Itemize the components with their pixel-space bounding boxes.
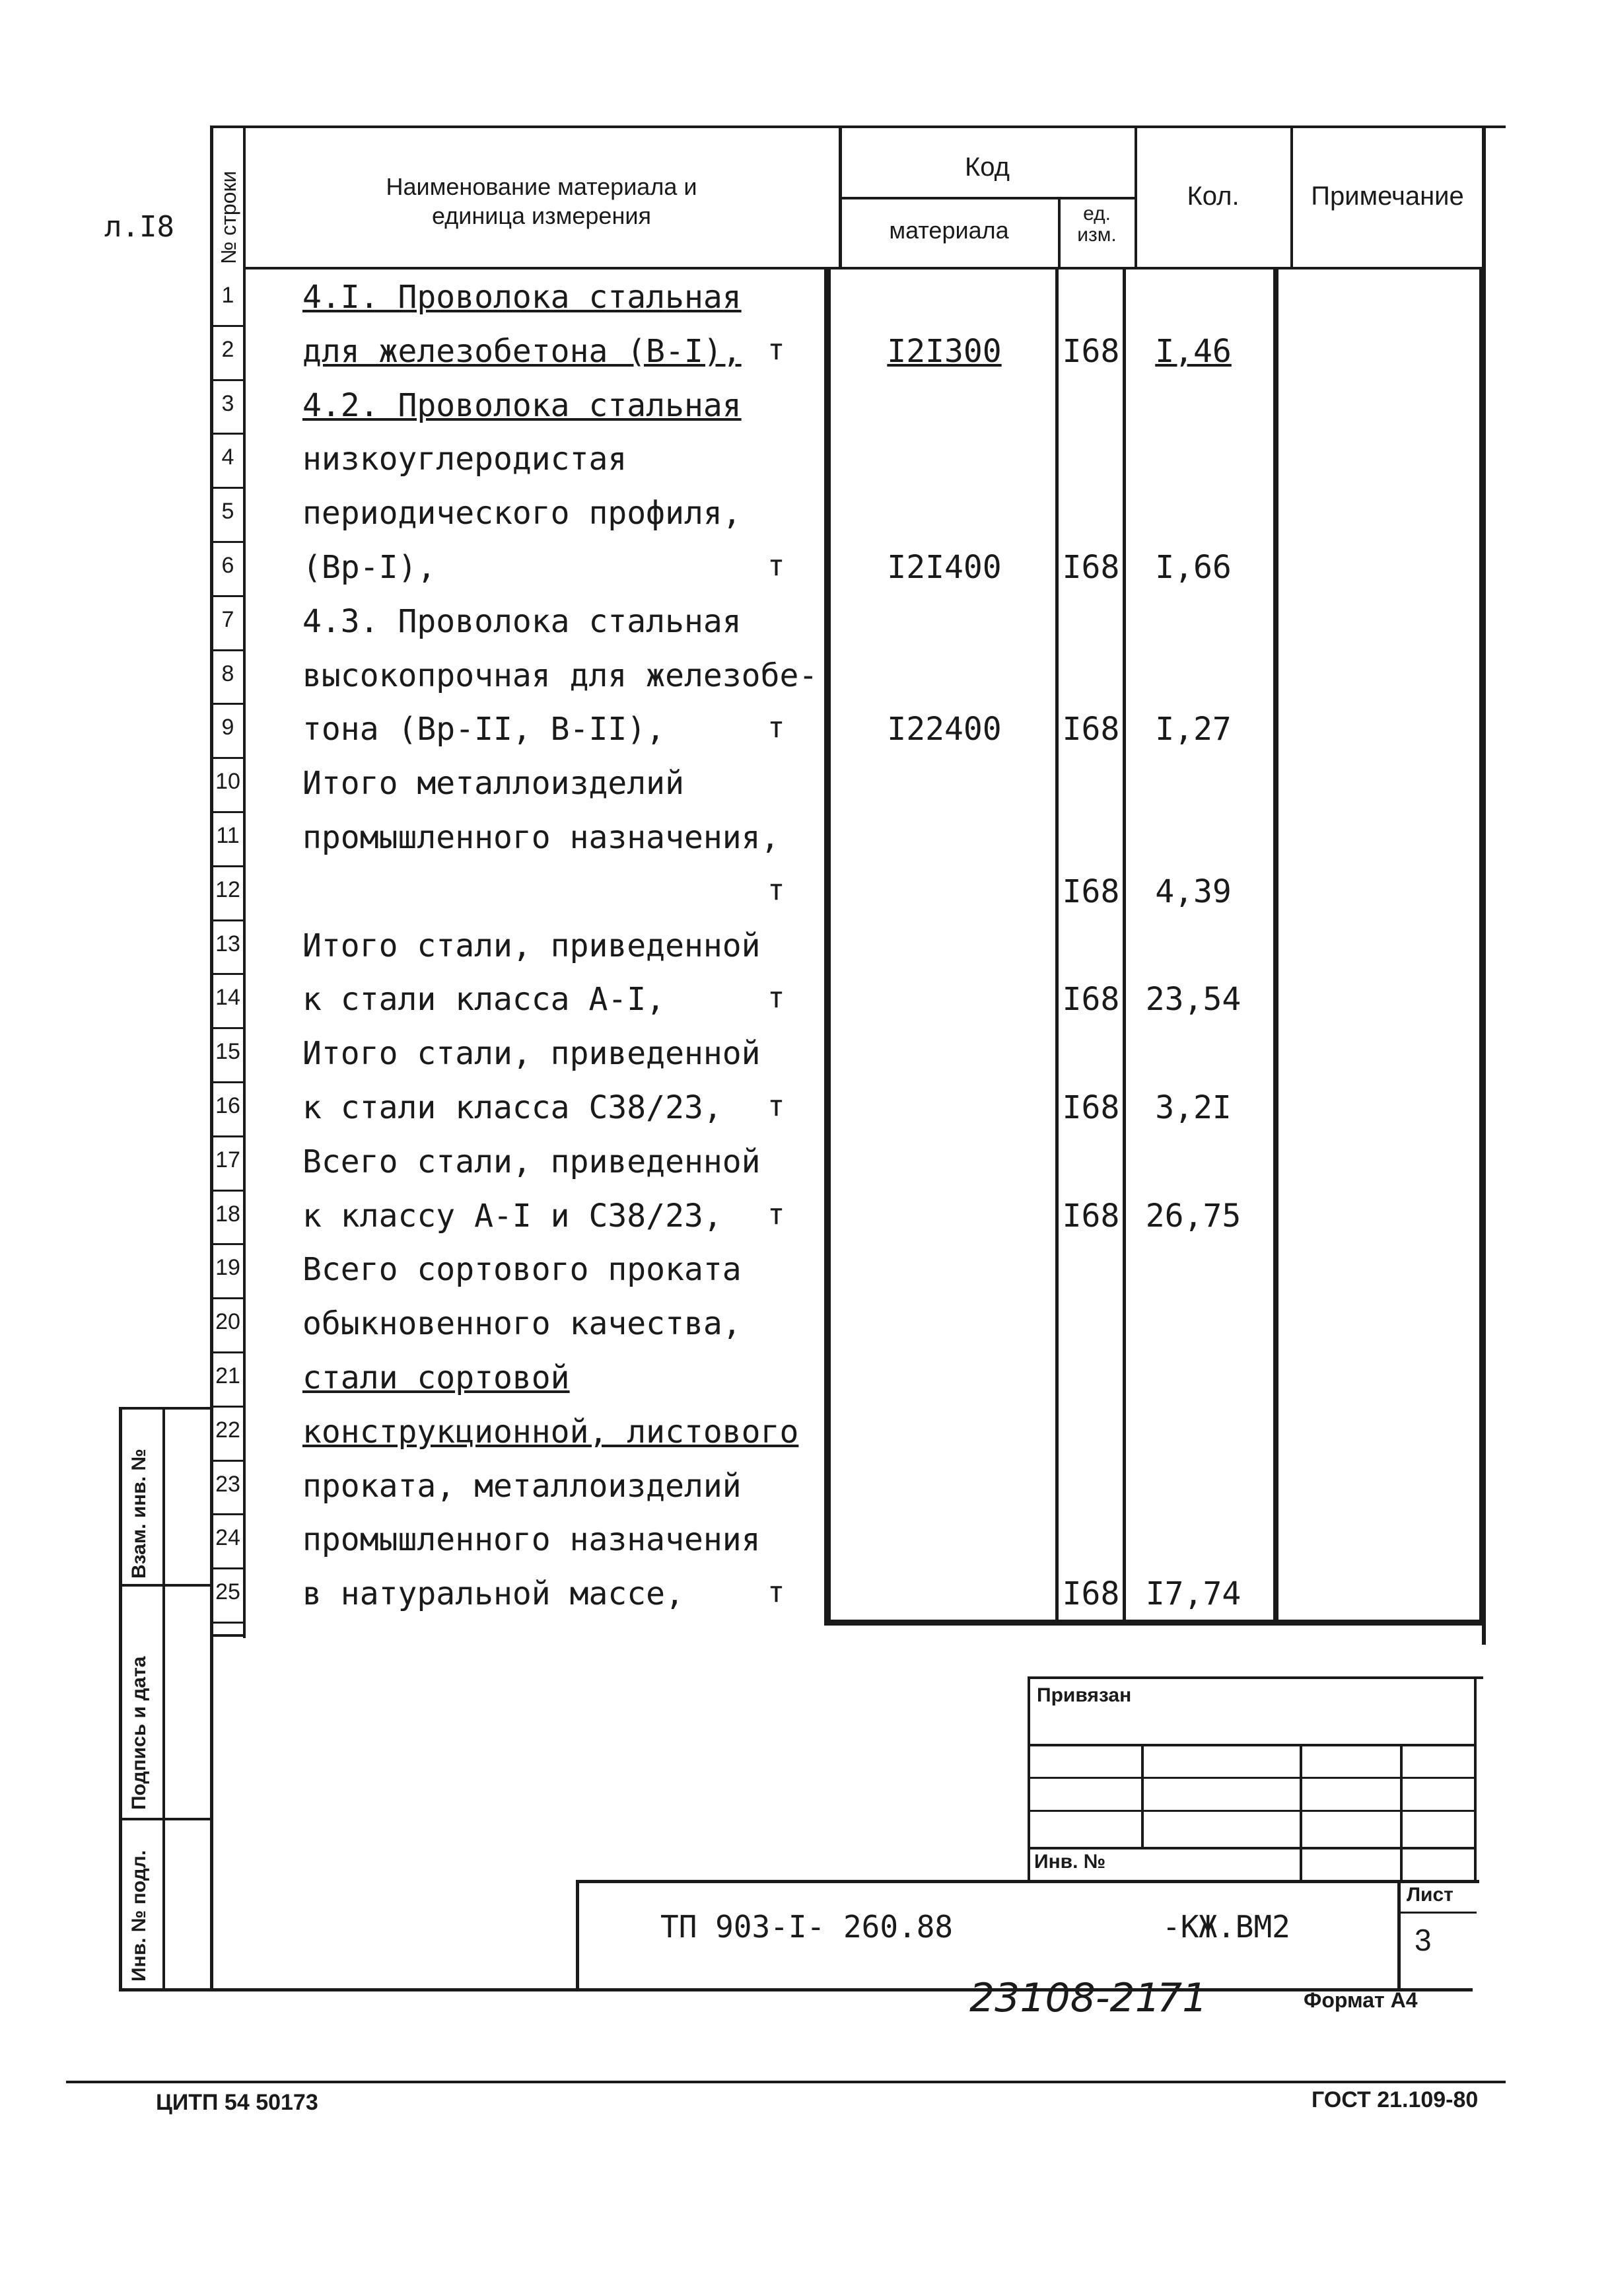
row-number: 1 xyxy=(221,283,234,308)
cell-text: промышленного назначения xyxy=(302,1521,761,1559)
row-number: 10 xyxy=(215,769,240,795)
cell-text: для железобетона (B-I), xyxy=(302,332,742,370)
header-material: материала xyxy=(889,217,1009,244)
header-bottom xyxy=(244,267,1486,269)
cell-text: низкоуглеродистая xyxy=(302,441,627,478)
body-col-qty-right xyxy=(1273,268,1278,1625)
titleblock-top xyxy=(578,1880,1479,1883)
stamp-privyazan-left xyxy=(1028,1676,1030,1881)
row-number: 22 xyxy=(215,1417,240,1443)
cell-unit: т xyxy=(767,981,785,1015)
row-number: 9 xyxy=(221,715,234,740)
cell-text: периодического профиля, xyxy=(302,495,742,532)
header-name-line2: единица измерения xyxy=(432,202,651,229)
row-separator xyxy=(213,703,244,705)
header-unit-line2: изм. xyxy=(1077,224,1117,246)
cell-ed: I68 xyxy=(1062,1089,1120,1126)
frame-top xyxy=(213,126,1506,128)
cell-text: к стали класса C38/23, xyxy=(302,1089,722,1126)
cell-text: Итого металлоизделий xyxy=(302,765,684,803)
row-number: 14 xyxy=(215,985,240,1011)
stamp-privyazan-top xyxy=(1028,1676,1483,1679)
row-number: 24 xyxy=(215,1525,240,1551)
stamp-h2 xyxy=(1028,1777,1475,1779)
row-number: 20 xyxy=(215,1309,240,1335)
row-number: 16 xyxy=(215,1093,240,1118)
header-unit-line1: ед. xyxy=(1083,203,1111,225)
side-strip-left xyxy=(119,1407,122,1991)
row-separator xyxy=(213,1190,244,1192)
cell-ed: I68 xyxy=(1062,1197,1120,1235)
row-separator xyxy=(213,919,244,921)
cell-code: I2I400 xyxy=(887,549,1002,586)
footer-right: ГОСТ 21.109-80 xyxy=(1312,2087,1479,2112)
row-separator xyxy=(213,757,244,759)
cell-text: Всего сортового проката xyxy=(302,1251,742,1289)
stamp-v1 xyxy=(1141,1744,1144,1847)
cell-qty: 26,75 xyxy=(1145,1197,1242,1235)
footer-rule xyxy=(66,2081,1506,2083)
row-number: 4 xyxy=(221,445,234,470)
row-separator xyxy=(213,1406,244,1408)
cell-ed: I68 xyxy=(1062,873,1120,910)
format-label: Формат А4 xyxy=(1304,1988,1418,2012)
cell-ed: I68 xyxy=(1062,711,1120,748)
body-col-code-left xyxy=(824,268,831,1625)
cell-text: промышленного назначения, xyxy=(302,819,780,856)
sheet-marker: л.I8 xyxy=(104,210,174,244)
row-separator xyxy=(213,1513,244,1515)
cell-unit: т xyxy=(767,1197,785,1231)
cell-text: 4.I. Проволока стальная xyxy=(302,279,742,316)
row-number: 23 xyxy=(215,1471,240,1497)
cell-text: (Вр-I), xyxy=(302,549,437,586)
row-number: 12 xyxy=(215,877,240,902)
stamp-v3 xyxy=(1400,1744,1403,1881)
row-number: 17 xyxy=(215,1147,240,1172)
titleblock-list-split xyxy=(1397,1912,1477,1914)
cell-unit: т xyxy=(767,873,785,907)
side-label-inv-podl: Инв. № подл. xyxy=(128,1849,150,1982)
row-number: 25 xyxy=(215,1579,240,1605)
cell-qty: 23,54 xyxy=(1145,981,1242,1019)
cell-ed: I68 xyxy=(1062,1575,1120,1613)
side-label-vzam: Взам. инв. № xyxy=(128,1449,150,1579)
side-strip-top xyxy=(119,1407,211,1410)
doc-suffix: -КЖ.ВМ2 xyxy=(1162,1909,1290,1945)
stamp-inv-label: Инв. № xyxy=(1034,1851,1106,1873)
row-separator xyxy=(213,595,244,597)
cell-qty: 4,39 xyxy=(1155,873,1232,910)
row-number: 18 xyxy=(215,1201,240,1227)
row-separator xyxy=(213,325,244,327)
cell-qty: 3,2I xyxy=(1155,1089,1232,1126)
cell-qty: I,46 xyxy=(1155,332,1232,370)
row-separator xyxy=(213,865,244,867)
row-number: 6 xyxy=(221,553,234,578)
cell-text: Всего стали, приведенной xyxy=(302,1143,761,1180)
header-name-line1: Наименование материала и xyxy=(386,173,697,200)
header-note: Примечание xyxy=(1311,182,1464,211)
row-number: 11 xyxy=(216,823,240,848)
row-separator xyxy=(213,487,244,489)
cell-text: стали сортовой xyxy=(302,1359,570,1396)
row-number: 5 xyxy=(221,499,234,524)
side-strip-div1 xyxy=(119,1584,211,1587)
row-number: 7 xyxy=(221,606,234,632)
stamp-privyazan-label: Привязан xyxy=(1037,1684,1132,1706)
row-separator xyxy=(213,973,244,975)
frame-bottom xyxy=(119,1988,1473,1991)
cell-unit: т xyxy=(767,549,785,583)
cell-qty: I7,74 xyxy=(1145,1575,1242,1613)
row-number: 19 xyxy=(215,1255,240,1281)
cell-text: к стали класса A-I, xyxy=(302,981,666,1019)
row-separator xyxy=(213,649,244,651)
cell-text: тона (Вр-II, B-II), xyxy=(302,711,666,748)
row-number: 3 xyxy=(221,390,234,416)
cell-text: обыкновенного качества, xyxy=(302,1305,742,1343)
cell-qty: I,27 xyxy=(1155,711,1232,748)
stamp-privyazan-right xyxy=(1474,1676,1477,1881)
side-strip-div2 xyxy=(119,1818,211,1820)
stamp-h4 xyxy=(1028,1847,1475,1849)
titleblock-left xyxy=(576,1880,579,1991)
row-separator xyxy=(213,1351,244,1353)
titleblock-list-left xyxy=(1397,1880,1401,1991)
cell-text: Итого стали, приведенной xyxy=(302,927,761,964)
handwritten-number: 23108-21 xyxy=(969,1975,1160,2021)
body-col-code-right xyxy=(1055,268,1059,1625)
row-separator xyxy=(213,1297,244,1299)
row-number: 13 xyxy=(215,931,240,956)
cell-text: в натуральной массе, xyxy=(302,1575,684,1613)
cell-text: 4.2. Проволока стальная xyxy=(302,386,742,424)
row-separator xyxy=(213,379,244,381)
header-code: Код xyxy=(964,153,1010,182)
body-bottom xyxy=(824,1620,1486,1626)
side-label-podpis: Подпись и дата xyxy=(128,1656,150,1810)
row-number: 8 xyxy=(221,661,234,686)
stamp-h3 xyxy=(1028,1810,1475,1812)
cell-code: I22400 xyxy=(887,711,1002,748)
row-number: 21 xyxy=(215,1363,240,1388)
row-separator xyxy=(213,433,244,435)
cell-text: проката, металлоизделий xyxy=(302,1467,742,1505)
cell-unit: т xyxy=(767,332,785,367)
side-strip-inner xyxy=(162,1407,165,1991)
row-separator xyxy=(213,1081,244,1083)
cell-qty: I,66 xyxy=(1155,549,1232,586)
cell-ed: I68 xyxy=(1062,549,1120,586)
cell-unit: т xyxy=(767,1089,785,1123)
row-separator xyxy=(213,1622,244,1624)
body-col-ed-right xyxy=(1123,268,1126,1625)
body-col-note-right xyxy=(1479,268,1486,1625)
footer-left: ЦИТП 54 50173 xyxy=(156,2090,318,2115)
cell-text: Итого стали, приведенной xyxy=(302,1035,761,1073)
handwritten-suffix: 71 xyxy=(1157,1975,1208,2021)
row-separator xyxy=(213,1567,244,1569)
cell-ed: I68 xyxy=(1062,332,1120,370)
header-qty: Кол. xyxy=(1187,182,1240,211)
cell-text: 4.3. Проволока стальная xyxy=(302,602,742,640)
stamp-h1 xyxy=(1028,1744,1475,1746)
row-separator xyxy=(213,1027,244,1029)
row-separator xyxy=(213,811,244,813)
doc-code: ТП 903-I- 260.88 xyxy=(660,1909,954,1945)
list-number: 3 xyxy=(1415,1923,1432,1957)
list-label: Лист xyxy=(1407,1884,1453,1906)
header-row-number: № строки xyxy=(217,170,240,264)
cell-ed: I68 xyxy=(1062,981,1120,1019)
row-number: 2 xyxy=(221,336,234,362)
row-separator xyxy=(213,1135,244,1137)
header-code-split xyxy=(839,197,1136,199)
row-number: 15 xyxy=(215,1039,240,1065)
cell-text: к классу A-I и C38/23, xyxy=(302,1197,722,1235)
cell-unit: т xyxy=(767,1575,785,1610)
cell-code: I2I300 xyxy=(887,332,1002,370)
body-bottom-left xyxy=(211,1634,244,1637)
stamp-v2 xyxy=(1300,1744,1302,1881)
cell-text: конструкционной, листового xyxy=(302,1413,799,1451)
cell-text: высокопрочная для железобе- xyxy=(302,657,818,694)
col-rownum-divider xyxy=(243,126,246,1638)
cell-unit: т xyxy=(767,711,785,745)
row-separator xyxy=(213,1460,244,1462)
row-separator xyxy=(213,1243,244,1245)
row-separator xyxy=(213,541,244,543)
